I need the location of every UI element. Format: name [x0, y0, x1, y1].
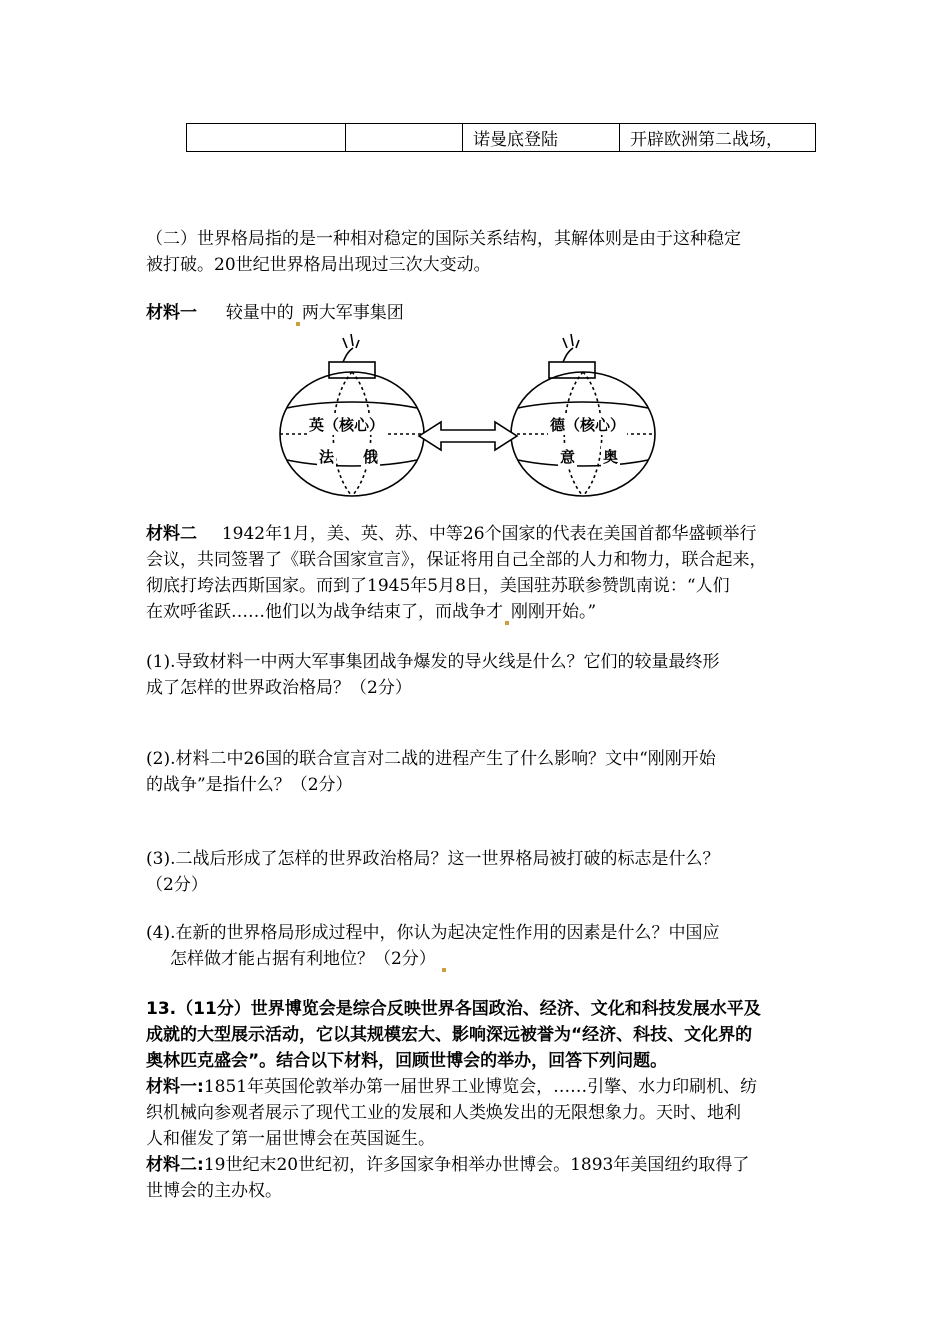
left-bomb-core-label: 英（核心）	[309, 416, 385, 434]
military-blocs-diagram	[265, 330, 665, 510]
material2-line4-b: 刚刚开始。”	[511, 602, 597, 622]
material1-text-a: 较量中的	[225, 303, 294, 323]
question-13-line1: 13.（11分）世界博览会是综合反映世界各国政治、经济、文化和科技发展水平及	[146, 999, 761, 1019]
events-table	[186, 123, 816, 152]
material1-heading	[146, 300, 816, 326]
table-cell: 诺曼底登陆	[463, 124, 620, 152]
q13-material2-line2: 世博会的主办权。	[146, 1181, 282, 1201]
material2-line4	[146, 599, 816, 625]
q13-material1-label: 材料一:	[146, 1077, 204, 1097]
question-3	[146, 846, 816, 898]
material2-line1	[146, 521, 816, 547]
q13-material2-line1-text: 19世纪末20世纪初，许多国家争相举办世博会。1893年美国纽约取得了	[203, 1155, 750, 1175]
right-bomb-core-label: 德（核心）	[550, 416, 626, 434]
question-1	[146, 649, 816, 701]
material1-text-b: 两大军事集团	[301, 303, 404, 323]
q13-material1-line1-text: 1851年英国伦敦举办第一届世界工业博览会，……引擎、水力印刷机、纺	[203, 1077, 758, 1097]
question-13-stem	[146, 996, 816, 1074]
edit-mark-icon	[442, 968, 446, 972]
question-2-line1: (2).材料二中26国的联合宣言对二战的进程产生了什么影响？文中“刚刚开始	[146, 749, 716, 769]
material2-line2: 会议，共同签署了《联合国家宣言》，保证将用自己全部的人力和物力，联合起来，	[146, 550, 767, 570]
q13-material2-line1	[146, 1152, 816, 1178]
edit-mark-icon	[505, 621, 509, 625]
question-4-line1: (4).在新的世界格局形成过程中，你认为起决定性作用的因素是什么？中国应	[146, 923, 720, 943]
table-row	[187, 124, 816, 152]
q13-material1-line2: 织机械向参观者展示了现代工业的发展和人类焕发出的无限想象力。天时、地利	[146, 1103, 741, 1123]
left-bomb-member-1: 法	[319, 448, 335, 466]
question-1-line1: (1).导致材料一中两大军事集团战争爆发的导火线是什么？它们的较量最终形	[146, 652, 720, 672]
material2-line3: 彻底打垮法西斯国家。而到了1945年5月8日，美国驻苏联参赞凯南说：“人们	[146, 576, 730, 596]
question-13-line3: 奥林匹克盛会”。结合以下材料，回顾世博会的举办，回答下列问题。	[146, 1051, 668, 1071]
material2-label: 材料二	[146, 524, 197, 544]
question-4-line2	[146, 946, 816, 972]
q13-material2-label: 材料二:	[146, 1155, 204, 1175]
question-3-line1: (3).二战后形成了怎样的世界政治格局？这一世界格局被打破的标志是什么？	[146, 849, 720, 869]
material2-block	[146, 521, 816, 625]
table-cell	[346, 124, 463, 152]
material2-line1-text: 1942年1月，美、英、苏、中等26个国家的代表在美国首都华盛顿举行	[221, 524, 757, 544]
question-13-material1	[146, 1074, 816, 1152]
question-1-line2: 成了怎样的世界政治格局？（2分）	[146, 678, 412, 698]
left-bomb-member-2: 俄	[363, 448, 379, 466]
table-cell	[187, 124, 346, 152]
q13-material1-line3: 人和催发了第一届世博会在英国诞生。	[146, 1129, 435, 1149]
question-2	[146, 746, 816, 798]
material2-line4-a: 在欢呼雀跃……他们以为战争结束了，而战争才	[146, 602, 503, 622]
section2-intro-line2: 被打破。20世纪世界格局出现过三次大变动。	[146, 255, 491, 275]
question-3-line2: （2分）	[146, 875, 208, 895]
question-4-line2-text: 怎样做才能占据有利地位？（2分）	[170, 949, 436, 969]
question-2-line2: 的战争”是指什么？（2分）	[146, 775, 353, 795]
question-13-material2	[146, 1152, 816, 1204]
right-bomb-member-2: 奥	[603, 448, 619, 466]
material1-label: 材料一	[146, 303, 197, 323]
table-cell: 开辟欧洲第二战场，	[620, 124, 816, 152]
double-arrow-icon	[419, 422, 517, 450]
question-13-line2: 成就的大型展示活动，它以其规模宏大、影响深远被誉为“经济、科技、文化界的	[146, 1025, 753, 1045]
question-4	[146, 920, 816, 972]
q13-material1-line1	[146, 1074, 816, 1100]
section2-intro	[146, 226, 816, 278]
section2-intro-line1: （二）世界格局指的是一种相对稳定的国际关系结构，其解体则是由于这种稳定	[146, 229, 741, 249]
right-bomb-member-1: 意	[560, 448, 576, 466]
edit-mark-icon	[296, 322, 300, 326]
